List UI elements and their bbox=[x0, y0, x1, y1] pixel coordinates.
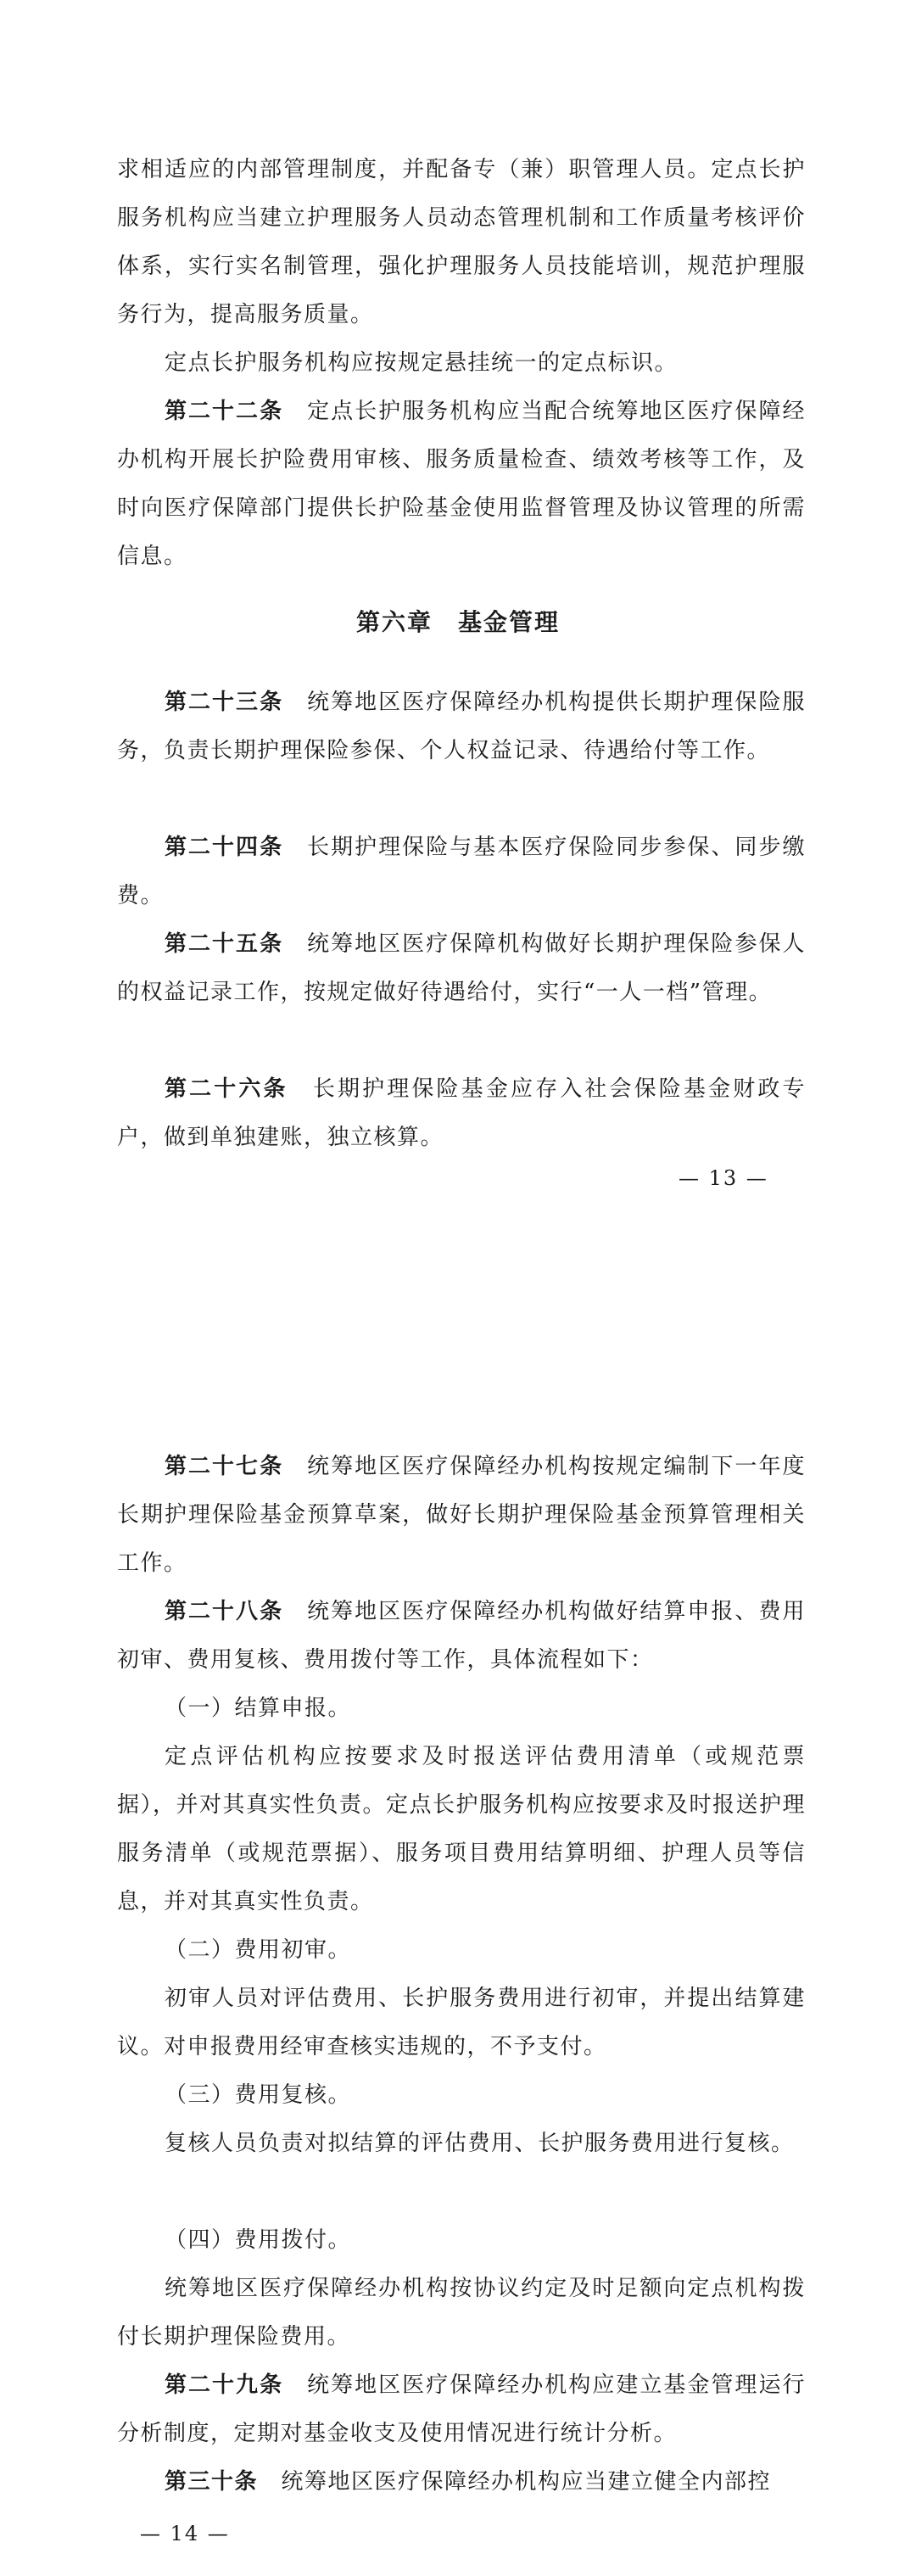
list-item-3-text: 复核人员负责对拟结算的评估费用、长护服务费用进行复核。 bbox=[165, 2131, 795, 2156]
article-title: 第二十四条 bbox=[165, 835, 284, 860]
article-body: 统筹地区医疗保障经办机构应建立基金管理运行分析制度，定期对基金收支及使用情况进行统计分析。 bbox=[117, 2372, 806, 2446]
article-title: 第三十条 bbox=[165, 2469, 259, 2495]
list-item-1-text: 定点评估机构应按要求及时报送评估费用清单（或规范票据），并对其真实性负责。定点长护服务机构应按要求及时报送护理服务清单（或规范票据）、服务项目费用结算明细、护理人员等信息，并对其真实性负责。 bbox=[117, 1744, 807, 1914]
article-26 bbox=[117, 1065, 806, 1162]
article-body: 统筹地区医疗保障经办机构按规定编制下一年度长期护理保险基金预算草案，做好长期护理保险基金预算管理相关工作。 bbox=[117, 1454, 806, 1576]
article-title: 第二十七条 bbox=[165, 1454, 284, 1479]
document-page-14 bbox=[0, 1288, 916, 2576]
list-item-4: （四）费用拨付。 bbox=[165, 2227, 352, 2253]
chapter-heading: 第六章 基金管理 bbox=[355, 608, 560, 636]
list-item-2: （二）费用初审。 bbox=[165, 1937, 352, 1963]
article-25 bbox=[117, 920, 806, 1017]
page-number: — 14 — bbox=[140, 2522, 230, 2545]
page-number: — 13 — bbox=[679, 1166, 768, 1190]
paragraph-continued: 求相适应的内部管理制度，并配备专（兼）职管理人员。定点长护服务机构应当建立护理服务人员动态管理机制和工作质量考核评价体系，实行实名制管理，强化护理服务人员技能培训，规范护理服务行为，提高服务质量。 bbox=[117, 157, 806, 327]
article-30 bbox=[117, 2458, 806, 2506]
article-22 bbox=[117, 388, 806, 581]
article-23 bbox=[117, 679, 806, 775]
article-body: 统筹地区医疗保障机构做好长期护理保险参保人的权益记录工作，按规定做好待遇给付，实行“一人一档”管理。 bbox=[117, 931, 806, 1005]
list-item-1: （一）结算申报。 bbox=[165, 1696, 352, 1721]
article-title: 第二十五条 bbox=[165, 931, 284, 957]
list-item-3: （三）费用复核。 bbox=[165, 2082, 352, 2108]
article-body: 长期护理保险基金应存入社会保险基金财政专户，做到单独建账，独立核算。 bbox=[117, 1076, 806, 1150]
article-body: 定点长护服务机构应当配合统筹地区医疗保障经办机构开展长护险费用审核、服务质量检查、绩效考核等工作，及时向医疗保障部门提供长护险基金使用监督管理及协议管理的所需信息。 bbox=[117, 399, 806, 569]
article-title: 第二十二条 bbox=[165, 399, 284, 424]
article-body: 统筹地区医疗保障经办机构应当建立健全内部控 bbox=[258, 2469, 772, 2495]
article-title: 第二十八条 bbox=[165, 1599, 284, 1624]
article-body: 统筹地区医疗保障经办机构做好结算申报、费用初审、费用复核、费用拨付等工作，具体流程如下： bbox=[117, 1599, 806, 1673]
paragraph-signage: 定点长护服务机构应按规定悬挂统一的定点标识。 bbox=[165, 350, 679, 376]
article-27 bbox=[117, 1443, 806, 1588]
article-24 bbox=[117, 824, 806, 920]
article-title: 第二十六条 bbox=[165, 1076, 288, 1102]
article-28 bbox=[117, 1588, 806, 1685]
article-body: 长期护理保险与基本医疗保险同步参保、同步缴费。 bbox=[117, 835, 806, 908]
article-title: 第二十九条 bbox=[165, 2372, 284, 2398]
article-body: 统筹地区医疗保障经办机构提供长期护理保险服务，负责长期护理保险参保、个人权益记录、待遇给付等工作。 bbox=[117, 690, 806, 763]
article-29 bbox=[117, 2361, 806, 2458]
list-item-4-text: 统筹地区医疗保障经办机构按协议约定及时足额向定点机构拨付长期护理保险费用。 bbox=[117, 2276, 806, 2350]
list-item-2-text: 初审人员对评估费用、长护服务费用进行初审，并提出结算建议。对申报费用经审查核实违规的，不予支付。 bbox=[117, 1986, 806, 2059]
article-title: 第二十三条 bbox=[165, 690, 284, 715]
